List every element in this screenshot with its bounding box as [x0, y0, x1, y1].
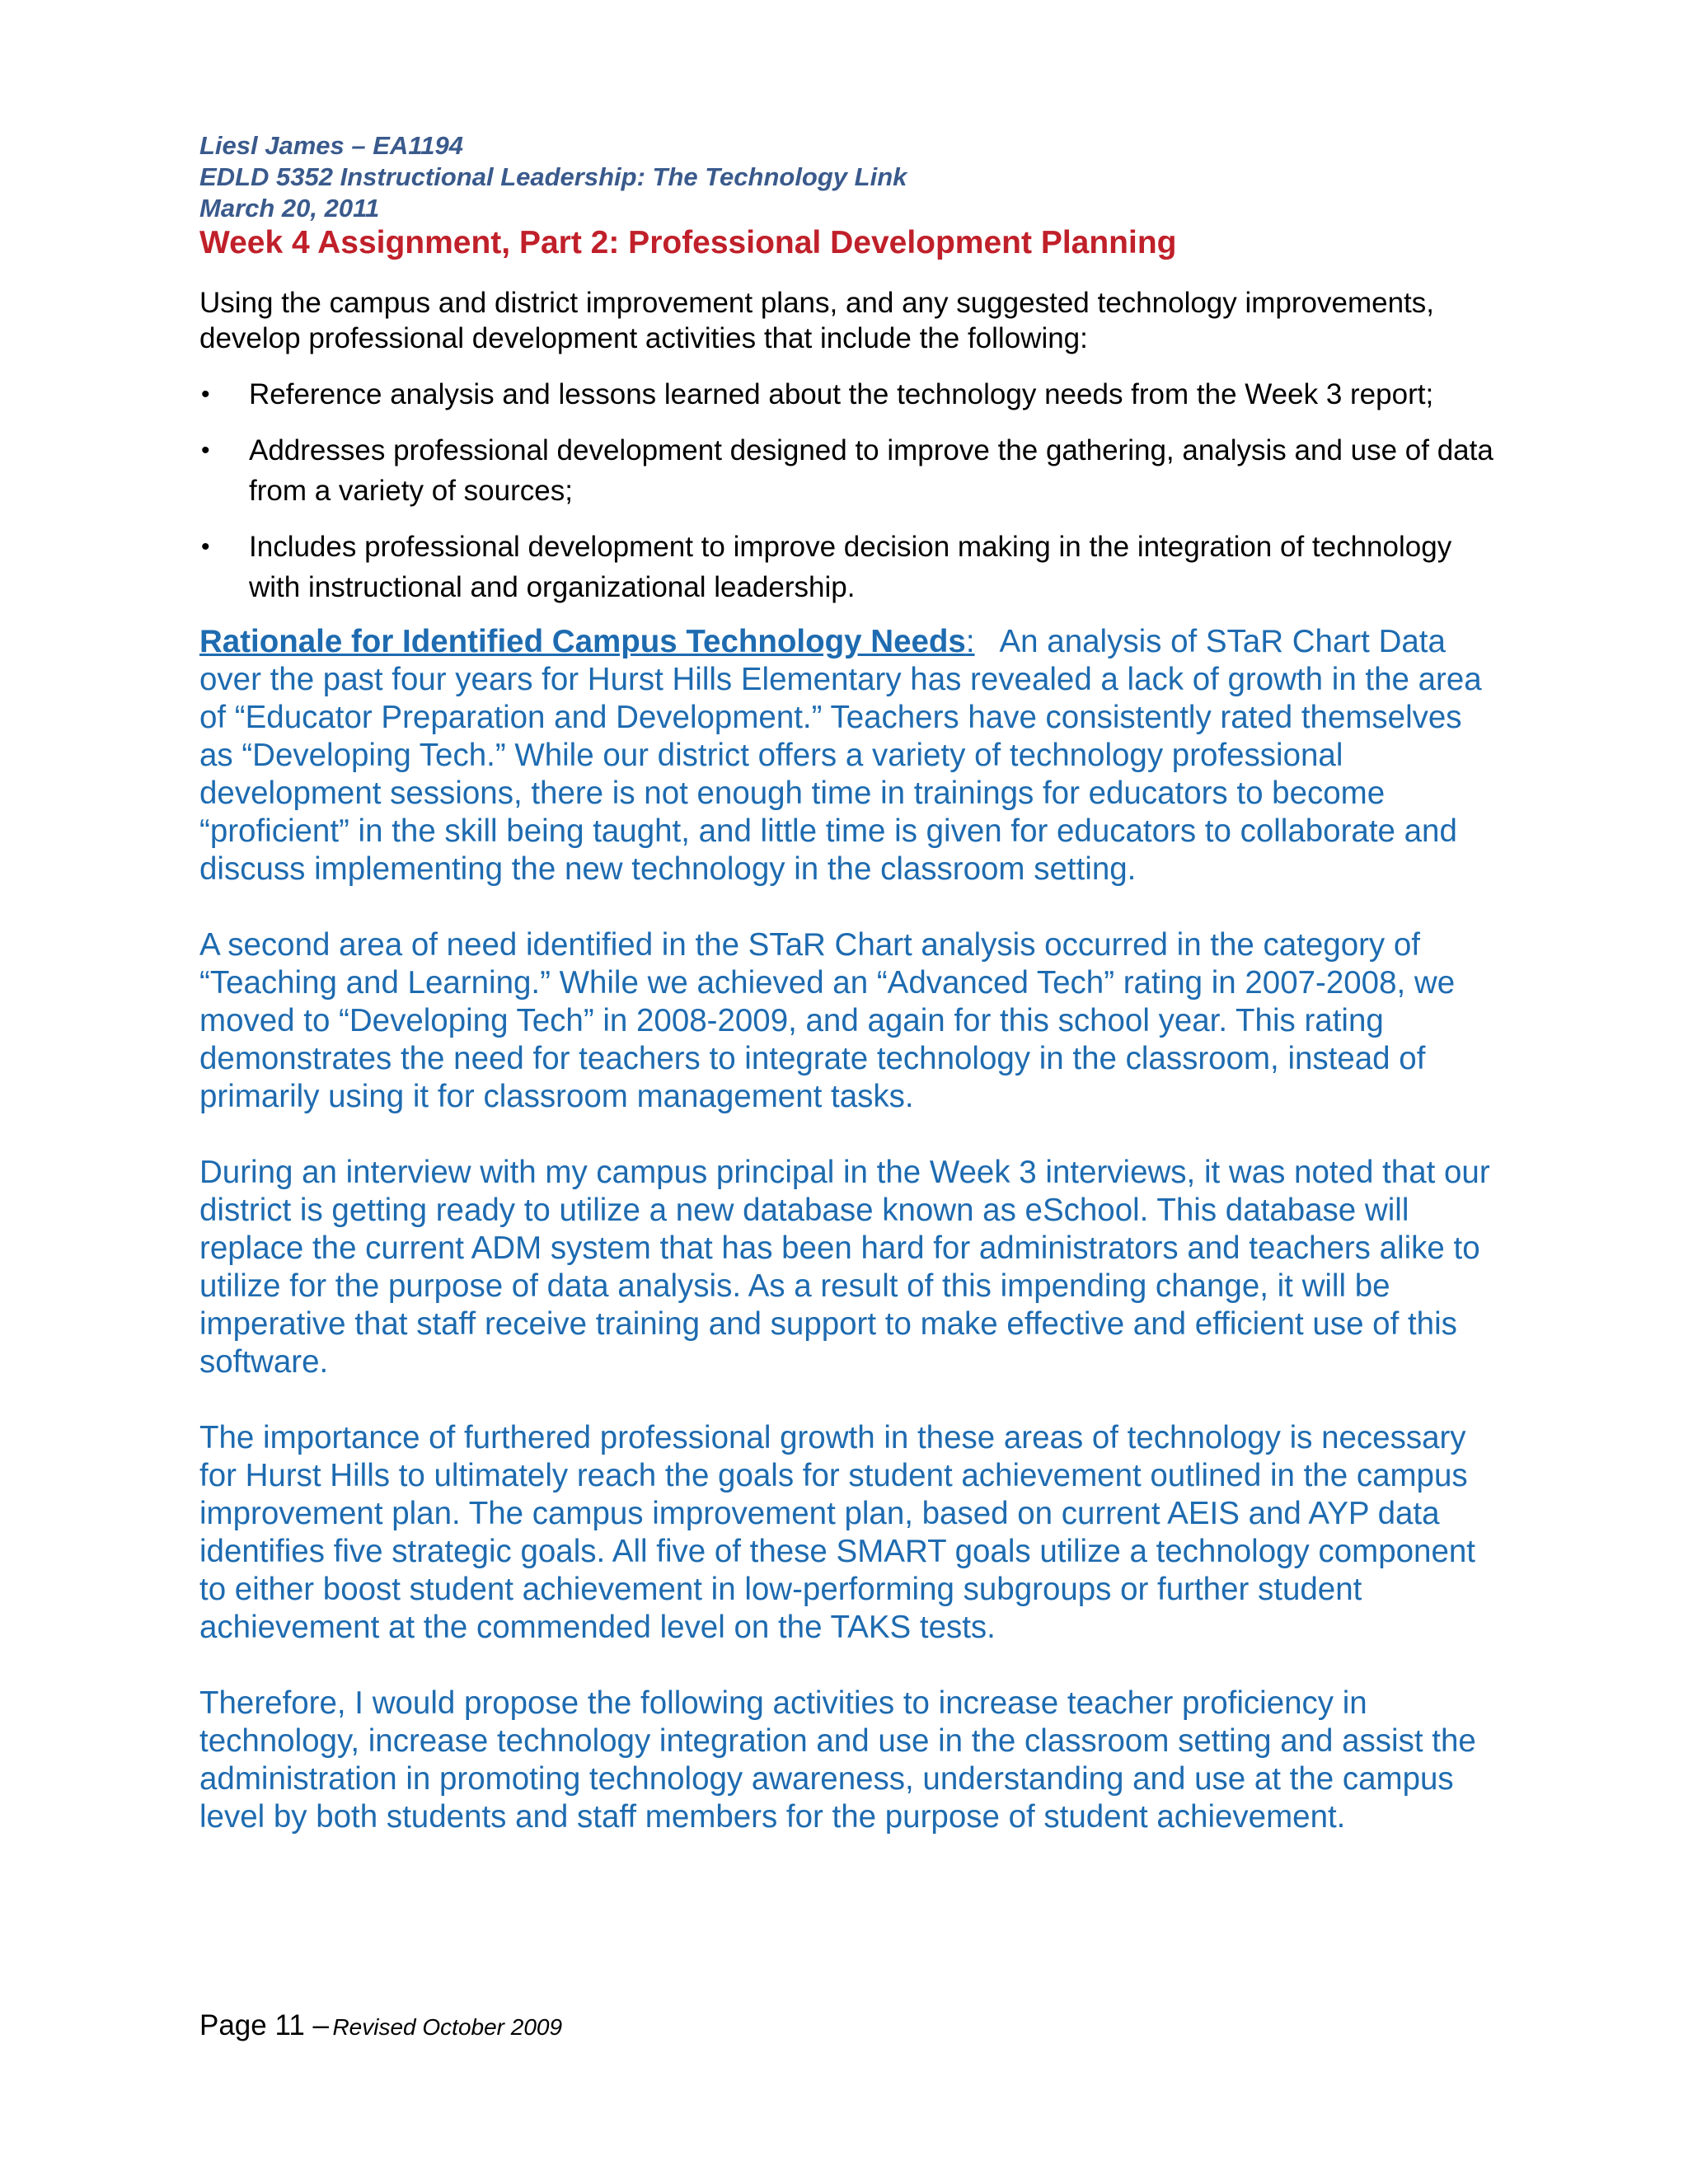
- list-item: [199, 430, 1502, 511]
- list-item-text: Addresses professional development designed to improve the gathering, analysis and use of data from a variety of sources;: [249, 434, 1493, 507]
- rationale-text: An analysis of STaR Chart Data over the past four years for Hurst Hills Elementary has revealed a lack of growth in the area of “Educator Preparation and Development.” Teachers have consistently rated themselves as “Developing Tech.” While our district offers a variety of technology professional development sessions, there is not enough time in trainings for educators to become “proficient” in the skill being taught, and little time is given for educators to collaborate and discuss implementing the new technology in the classroom setting.: [199, 624, 1482, 887]
- rationale-heading: Rationale for Identified Campus Technology Needs: [199, 624, 966, 659]
- requirements-list: [199, 374, 1502, 607]
- rationale-colon: :: [965, 624, 975, 659]
- bullet-icon: •: [201, 381, 210, 408]
- bullet-icon: •: [201, 437, 210, 464]
- page-content: [199, 130, 1502, 1874]
- page-footer: [199, 2008, 562, 2046]
- author-line: Liesl James – EA1194: [199, 131, 463, 160]
- course-line: EDLD 5352 Instructional Leadership: The Technology Link: [199, 162, 907, 191]
- body-paragraph: A second area of need identified in the STaR Chart analysis occurred in the category of “Teaching and Learning.” While we achieved an “Advanced Tech” rating in 2007-2008, we moved to “Developing Tech” in 2008-2009, and again for this school year. This rating demonstrates the need for teachers to integrate technology in the classroom, instead of primarily using it for classroom management tasks.: [199, 927, 1456, 1114]
- rationale-paragraph: [199, 623, 1502, 888]
- list-item-text: Reference analysis and lessons learned about the technology needs from the Week 3 report;: [249, 378, 1434, 410]
- list-item: [199, 527, 1502, 607]
- intro-paragraph: Using the campus and district improvement plans, and any suggested technology improvements, develop professional development activities that include the following:: [199, 287, 1435, 354]
- page-number: Page 11 –: [199, 2009, 329, 2041]
- revision-note: Revised October 2009: [332, 2014, 563, 2040]
- body-paragraph: During an interview with my campus principal in the Week 3 interviews, it was noted that our district is getting ready to utilize a new database known as eSchool. This database will replace the current ADM system that has been hard for administrators and teachers alike to utilize for the purpose of data analysis. As a result of this impending change, it will be imperative that staff receive training and support to make effective and efficient use of this software.: [199, 1155, 1490, 1380]
- date-line: March 20, 2011: [199, 194, 380, 223]
- assignment-title: Week 4 Assignment, Part 2: Professional Development Planning: [199, 225, 1177, 260]
- list-item: [199, 374, 1502, 415]
- list-item-text: Includes professional development to improve decision making in the integration of technology with instructional and organizational leadership.: [249, 531, 1452, 603]
- body-paragraph: The importance of furthered professional growth in these areas of technology is necessary for Hurst Hills to ultimately reach the goals for student achievement outlined in the campus improvement plan. The campus improvement plan, based on current AEIS and AYP data identifies five strategic goals. All five of these SMART goals utilize a technology component to either boost student achievement in low-performing subgroups or further student achievement at the commended level on the TAKS tests.: [199, 1420, 1475, 1645]
- body-paragraph: Therefore, I would propose the following activities to increase teacher proficiency in technology, increase technology integration and use in the classroom setting and assist the administration in promoting technology awareness, understanding and use at the campus level by both students and staff members for the purpose of student achievement.: [199, 1685, 1476, 1835]
- bullet-icon: •: [201, 533, 210, 560]
